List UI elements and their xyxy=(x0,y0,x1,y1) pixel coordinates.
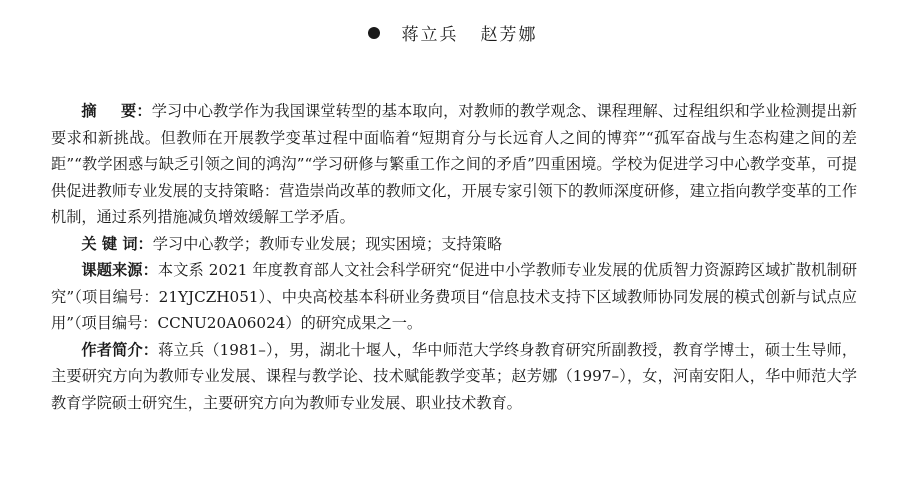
keywords-label: 关 键 词： xyxy=(81,234,153,253)
funding-paragraph xyxy=(51,257,857,337)
author-name-1: 蒋立兵 xyxy=(401,25,459,45)
front-matter xyxy=(51,98,857,416)
author-line xyxy=(0,20,905,45)
author-bio-label: 作者简介： xyxy=(81,340,159,359)
abstract-paragraph xyxy=(51,98,857,231)
keywords-text: 学习中心教学；教师专业发展；现实困境；支持策略 xyxy=(152,234,503,253)
abstract-text: 学习中心教学作为我国课堂转型的基本取向，对教师的教学观念、课程理解、过程组织和学业检测提出新要求和新挑战。但教师在开展教学变革过程中面临着“短期育分与长远育人之间的博弈”“孤军奋战与生态构建之间的差距”“教学困惑与缺乏引领之间的鸿沟”“学习研修与繁重工作之间的矛盾”四重困境。学校为促进学习中心教学变革，可提供促进教师专业发展的支持策略：营造崇尚改革的教师文化，开展专家引领下的教师深度研修，建立指向教学变革的工作机制，通过系列措施减负增效缓解工学矛盾。 xyxy=(51,102,857,226)
author-name-2: 赵芳娜 xyxy=(480,25,538,45)
author-bio-paragraph xyxy=(51,337,857,417)
keywords-paragraph xyxy=(51,231,857,258)
funding-text: 本文系 2021 年度教育部人文社会科学研究“促进中小学教师专业发展的优质智力资源跨区域扩散机制研究”（项目编号：21YJCZH051）、中央高校基本科研业务费项目“信息技术支持下区域教师协同发展的模式创新与试点应用”（项目编号：CCNU20A06024）的研究成果之一。 xyxy=(51,261,858,332)
bullet-icon xyxy=(368,27,380,39)
abstract-label-first: 摘 xyxy=(81,102,122,120)
funding-label: 课题来源： xyxy=(81,261,158,279)
abstract-label-second: 要： xyxy=(121,102,152,120)
author-bio-text: 蒋立兵（1981–），男，湖北十堰人，华中师范大学终身教育研究所副教授，教育学博士，硕士生导师，主要研究方向为教师专业发展、课程与教学论、技术赋能教学变革；赵芳娜（1997–），女，河南安阳人，华中师范大学教育学院硕士研究生，主要研究方向为教师专业发展、职业技术教育。 xyxy=(51,340,858,412)
